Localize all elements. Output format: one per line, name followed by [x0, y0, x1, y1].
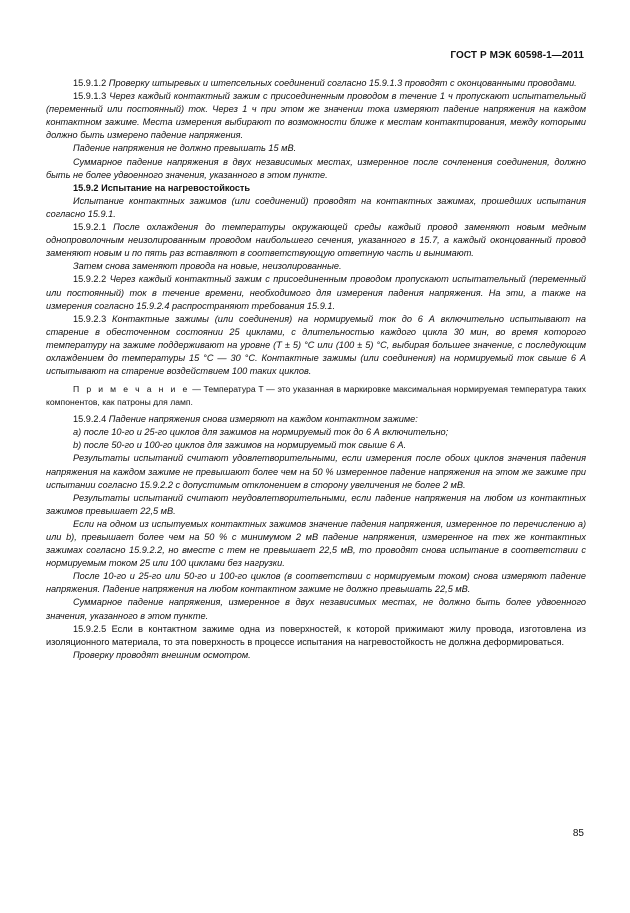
paragraph	[46, 439, 586, 452]
paragraph	[46, 413, 586, 426]
note-text: — Температура T — это указанная в маркировке максимальная нормируемая температура таких компонентов, как патроны для ламп.	[46, 384, 587, 407]
paragraph	[46, 623, 586, 649]
page-header: ГОСТ Р МЭК 60598-1—2011	[450, 50, 584, 61]
paragraph	[46, 452, 586, 491]
paragraph	[46, 649, 586, 662]
paragraph-group-2	[46, 413, 586, 662]
clause-number: 15.9.2.5	[73, 623, 107, 634]
paragraph	[46, 313, 586, 378]
paragraph	[46, 221, 586, 260]
paragraph-text: После 10-го и 25-го или 50-го и 100-го циклов (в соответствии с нормируемым током) снова измеряют падение напряжения. Падение напряжения на любом контактном зажиме не должно превышать 22,5 мВ.	[46, 571, 586, 595]
paragraph	[46, 142, 586, 155]
paragraph-text: a) после 10-го и 25-го циклов для зажимов на нормируемый ток до 6 А включительно;	[73, 427, 449, 438]
paragraph-text: Суммарное падение напряжения, измеренное в двух независимых местах, не должно быть более удвоенного значения, указанного в этом пункте.	[46, 597, 586, 621]
note	[46, 383, 586, 408]
document-body	[46, 77, 586, 662]
clause-number: 15.9.2.2	[73, 274, 107, 285]
paragraph-text: Затем снова заменяют провода на новые, неизолированные.	[73, 261, 342, 272]
paragraph	[46, 260, 586, 273]
paragraph-text: Контактные зажимы (или соединения) на нормируемый ток до 6 А включительно испытывают на старение в обесточенном состоянии 25 циклами, с длительностью каждого цикла 30 мин, во время которого температуру на зажиме поддерживают на уровне (T ± 5) °C или (100 ± 5) °C, выбирая большее значение, с последующим охлаждением до температуры 15 °C — 30 °C. Контактные зажимы (или соединения) на нормируемый ток свыше 6 А испытывают на старение воздействием 100 таких циклов.	[46, 313, 586, 377]
paragraph-text: 15.9.2 Испытание на нагревостойкость	[73, 182, 251, 193]
paragraph	[46, 77, 586, 90]
paragraph-text: Падение напряжения не должно превышать 15 мВ.	[73, 143, 297, 154]
paragraph-text: Через каждый контактный зажим с присоединенным проводом в течение 1 ч пропускают испытательный (переменный или постоянный) ток. Через 1 ч при этом же значении тока измеряют падение напряжения на каждом контактном зажиме. Места измерения выбирают по возможности ближе к местам контактирования, между которыми должно быть измерено падение напряжения.	[46, 91, 586, 141]
paragraph-text: Через каждый контактный зажим с присоединенным проводом пропускают испытательный (переменный или постоянный) ток в течение времени, необходимого для измерения падения напряжения. На эти, а также на измерения согласно 15.9.2.4 распространяют требования 15.9.1.	[46, 274, 586, 311]
clause-number: 15.9.1.2	[73, 78, 107, 88]
paragraph	[46, 273, 586, 312]
paragraph	[46, 426, 586, 439]
paragraph	[46, 182, 586, 195]
paragraph-text: Проверку штыревых и штепсельных соединений согласно 15.9.1.3 проводят с оконцованными проводами.	[108, 78, 577, 88]
paragraph	[46, 156, 586, 182]
paragraph-group-1	[46, 77, 586, 378]
clause-number: 15.9.2.4	[73, 414, 107, 425]
paragraph-text: b) после 50-го и 100-го циклов для зажимов на нормируемый ток свыше 6 А.	[73, 440, 407, 451]
page-number: 85	[572, 828, 584, 839]
paragraph-text: Результаты испытаний считают неудовлетворительными, если падение напряжения на любом из контактных зажимов превышает 22,5 мВ.	[46, 492, 586, 516]
paragraph	[46, 596, 586, 622]
paragraph	[46, 492, 586, 518]
note-label: П р и м е ч а н и е	[73, 384, 190, 395]
clause-number: 15.9.1.3	[73, 91, 107, 102]
paragraph-text: После охлаждения до температуры окружающей среды каждый провод заменяют новым медным однопроволочным неизолированным проводом наибольшего сечения, указанного в 15.7, а каждый оконцованный провод заменяют новым и по пять раз вставляют в соответствующую ответную часть и вынимают.	[46, 222, 586, 259]
paragraph-text: Если в контактном зажиме одна из поверхностей, к которой прижимают жилу провода, изготовлена из изоляционного материала, то эта поверхность в процессе испытания на нагревостойкость не должна деформироваться.	[46, 623, 586, 647]
clause-number: 15.9.2.1	[73, 222, 107, 233]
paragraph-text: Проверку проводят внешним осмотром.	[73, 649, 251, 660]
paragraph-text: Испытание контактных зажимов (или соединений) проводят на контактных зажимах, прошедших испытания согласно 15.9.1.	[46, 195, 586, 219]
paragraph-text: Если на одном из испытуемых контактных зажимов значение падения напряжения, измеренное по перечислению a) или b), превышает более чем на 50 % с минимумом 2 мВ падение напряжения, измеренное на тех же контактных зажимах согласно 15.9.2.2, но вместе с тем не превышает 22,5 мВ, то проводят снова испытание в соответствии с нормируемым током 25 или 100 циклами без нагрузки.	[46, 518, 586, 569]
paragraph-text: Падение напряжения снова измеряют на каждом контактном зажиме:	[108, 414, 418, 425]
paragraph	[46, 90, 586, 142]
clause-number: 15.9.2.3	[73, 313, 107, 324]
paragraph	[46, 570, 586, 596]
paragraph	[46, 518, 586, 570]
paragraph	[46, 195, 586, 221]
paragraph-text: Результаты испытаний считают удовлетворительными, если измерения после обоих циклов значения падения напряжения на каждом зажиме не превышают более чем на 50 % измеренное падение напряжения на этом же зажиме при испытании согласно 15.9.2.2 с допустимым отклонением в сторону увеличения не более 2 мВ.	[46, 453, 586, 490]
paragraph-text: Суммарное падение напряжения в двух независимых местах, измеренное после сочленения соединения, должно быть не более удвоенного значения, указанного в этом пункте.	[46, 156, 586, 180]
